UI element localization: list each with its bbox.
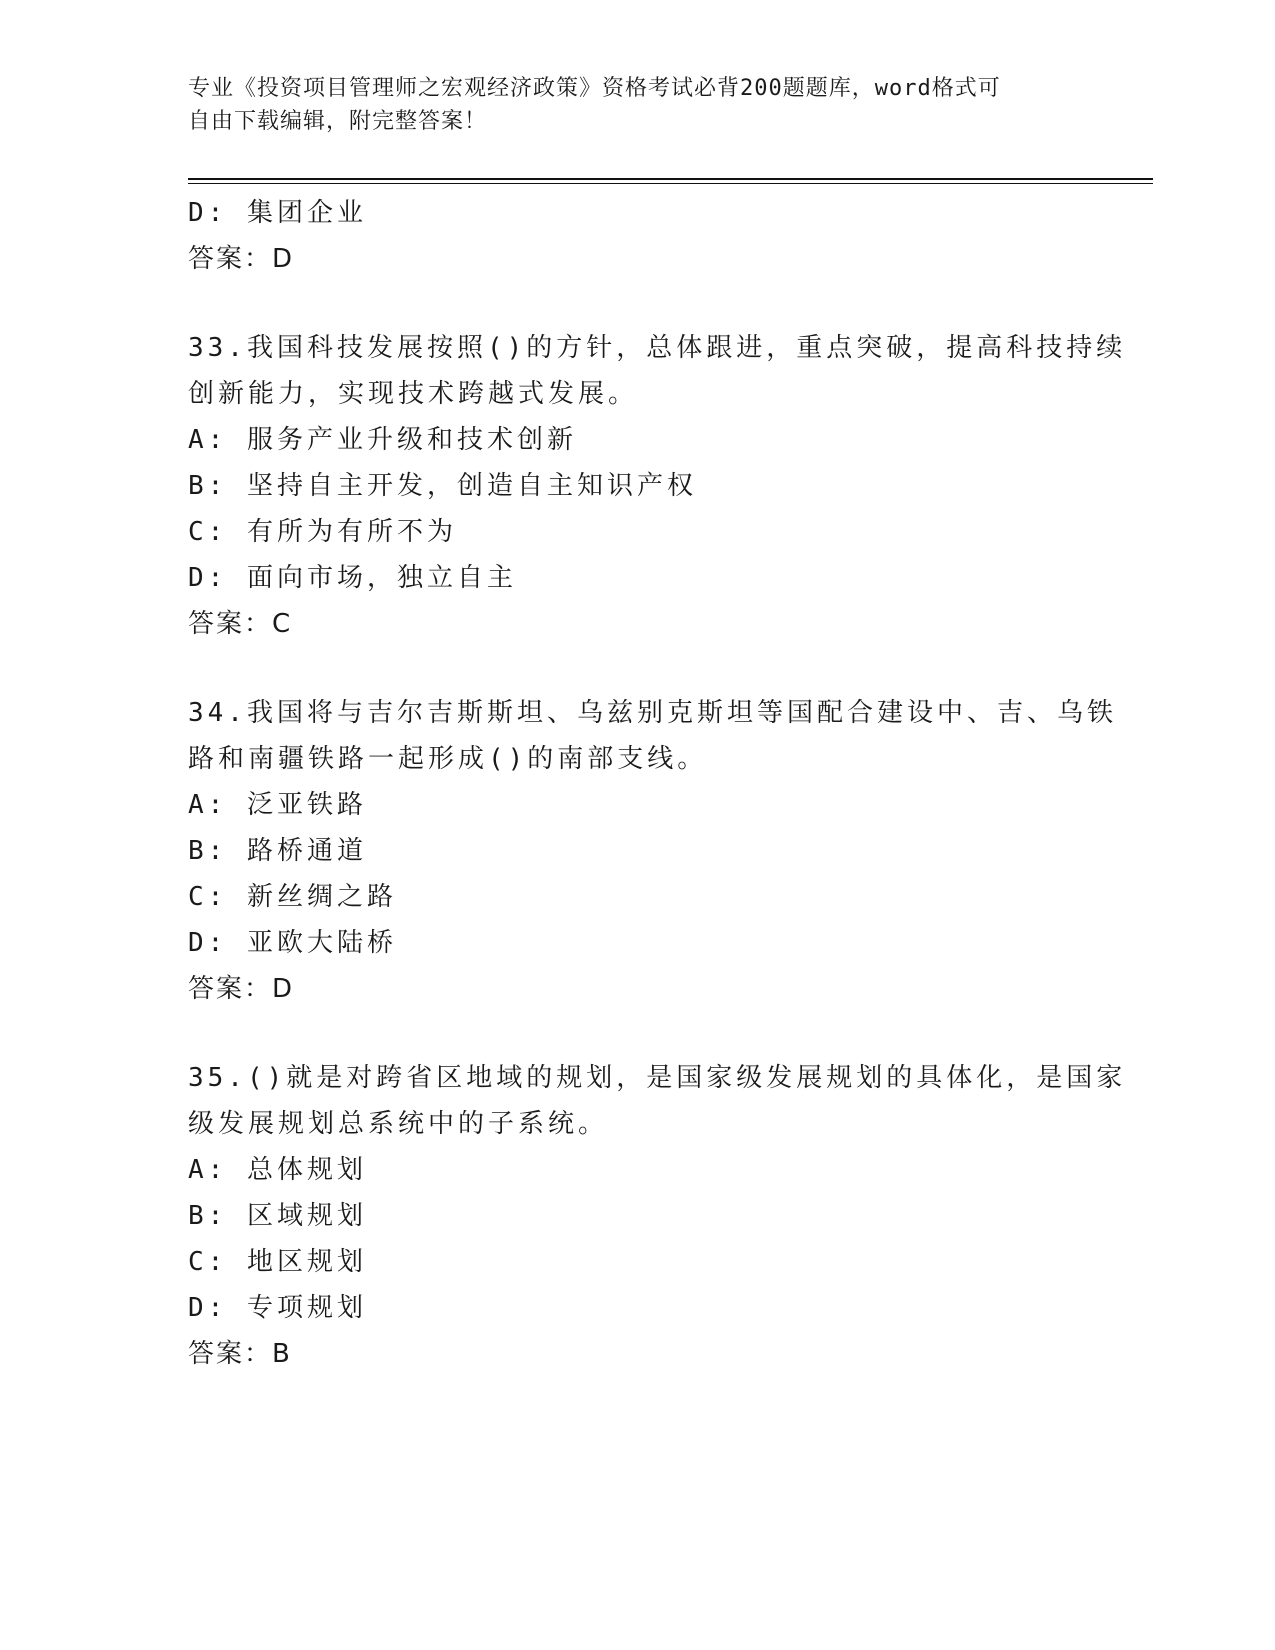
question-34 — [188, 690, 1117, 1012]
header-line-2: 自由下载编辑，附完整答案！ — [188, 109, 488, 134]
option-a: A: 泛亚铁路 — [188, 790, 367, 820]
option-b: B: 坚持自主开发，创造自主知识产权 — [188, 471, 697, 501]
question-stem-line-2: 路和南疆铁路一起形成()的南部支线。 — [188, 744, 708, 774]
header-line-1: 专业《投资项目管理师之宏观经济政策》资格考试必背200题题库，word格式可 — [188, 76, 1001, 101]
option-d: D: 专项规划 — [188, 1293, 367, 1323]
question-stem-line-2: 级发展规划总系统中的子系统。 — [188, 1109, 609, 1139]
question-stem-line-1: 34.我国将与吉尔吉斯斯坦、乌兹别克斯坦等国配合建设中、吉、乌铁 — [188, 698, 1117, 728]
answer-line: 答案：C — [188, 609, 293, 639]
option-d: D: 面向市场，独立自主 — [188, 563, 517, 593]
option-c: C: 地区规划 — [188, 1247, 367, 1277]
answer-line: 答案：D — [188, 244, 295, 274]
option-d: D: 集团企业 — [188, 198, 367, 228]
document-header — [188, 72, 1078, 138]
header-divider — [188, 178, 1153, 180]
option-c: C: 有所为有所不为 — [188, 517, 457, 547]
question-stem-line-1: 35.()就是对跨省区地域的规划，是国家级发展规划的具体化，是国家 — [188, 1063, 1127, 1093]
question-list — [188, 190, 1127, 1377]
question-35 — [188, 1055, 1127, 1377]
answer-line: 答案：B — [188, 1339, 292, 1369]
option-b: B: 区域规划 — [188, 1201, 367, 1231]
option-b: B: 路桥通道 — [188, 836, 367, 866]
option-a: A: 服务产业升级和技术创新 — [188, 425, 577, 455]
question-stem-line-1: 33.我国科技发展按照()的方针，总体跟进，重点突破，提高科技持续 — [188, 333, 1127, 363]
option-c: C: 新丝绸之路 — [188, 882, 397, 912]
previous-question-tail — [188, 190, 1078, 282]
header-divider-thin — [188, 183, 1153, 184]
option-d: D: 亚欧大陆桥 — [188, 928, 397, 958]
question-33 — [188, 325, 1127, 647]
option-a: A: 总体规划 — [188, 1155, 367, 1185]
question-stem-line-2: 创新能力，实现技术跨越式发展。 — [188, 379, 639, 409]
answer-line: 答案：D — [188, 974, 295, 1004]
